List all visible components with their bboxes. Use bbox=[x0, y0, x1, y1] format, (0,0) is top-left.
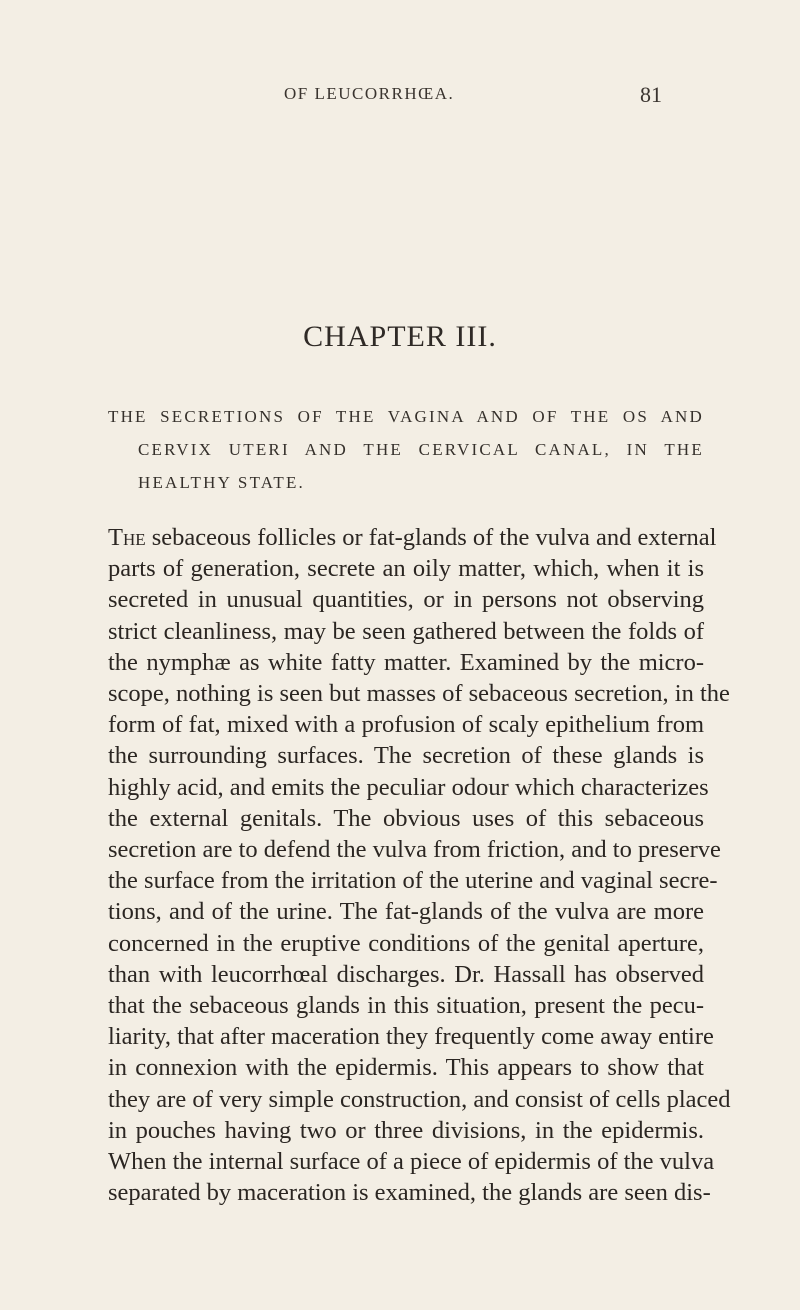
body-line: concerned in the eruptive conditions of the genital aperture, bbox=[108, 929, 704, 957]
body-line-text: sebaceous follicles or fat-glands of the vulva and external bbox=[145, 524, 717, 551]
subtitle-line: THE SECRETIONS OF THE VAGINA AND OF THE OS AND bbox=[108, 407, 704, 426]
chapter-subtitle bbox=[108, 400, 704, 499]
body-line: tions, and of the urine. The fat-glands of the vulva are more bbox=[108, 898, 704, 926]
subtitle-line: HEALTHY STATE. bbox=[138, 473, 306, 492]
running-title: OF LEUCORRHŒA. bbox=[284, 84, 455, 103]
body-line: liarity, that after maceration they frequently come away entire bbox=[108, 1023, 714, 1051]
body-line: highly acid, and emits the peculiar odour which characterizes bbox=[108, 773, 709, 801]
body-line: the nymphæ as white fatty matter. Examined by the micro- bbox=[108, 648, 704, 676]
body-line: secreted in unusual quantities, or in persons not observing bbox=[108, 586, 704, 614]
body-line: the surrounding surfaces. The secretion of these glands is bbox=[108, 742, 704, 770]
body-line: separated by maceration is examined, the glands are seen dis- bbox=[108, 1179, 711, 1207]
page-number: 81 bbox=[640, 82, 662, 107]
body-line: that the sebaceous glands in this situation, present the pecu- bbox=[108, 992, 704, 1020]
chapter-title: CHAPTER III. bbox=[303, 320, 497, 353]
opening-word: The bbox=[108, 524, 146, 551]
body-line: scope, nothing is seen but masses of sebaceous secretion, in the bbox=[108, 680, 730, 708]
body-line: in connexion with the epidermis. This appears to show that bbox=[108, 1054, 704, 1082]
body-line: parts of generation, secrete an oily matter, which, when it is bbox=[108, 555, 704, 583]
body-line: form of fat, mixed with a profusion of scaly epithelium from bbox=[108, 711, 704, 739]
body-line bbox=[108, 522, 717, 553]
subtitle-line: CERVIX UTERI AND THE CERVICAL CANAL, IN THE bbox=[138, 440, 704, 459]
body-paragraph bbox=[108, 522, 731, 1208]
body-line: the external genitals. The obvious uses of this sebaceous bbox=[108, 804, 704, 832]
body-line: than with leucorrhœal discharges. Dr. Hassall has observed bbox=[108, 960, 704, 988]
body-line: When the internal surface of a piece of epidermis of the vulva bbox=[108, 1148, 715, 1176]
body-line: strict cleanliness, may be seen gathered between the folds of bbox=[108, 617, 704, 645]
body-line: the surface from the irritation of the uterine and vaginal secre- bbox=[108, 867, 718, 895]
body-line: secretion are to defend the vulva from friction, and to preserve bbox=[108, 836, 721, 864]
running-head bbox=[0, 84, 800, 114]
body-line: in pouches having two or three divisions, in the epidermis. bbox=[108, 1116, 704, 1144]
body-line: they are of very simple construction, and consist of cells placed bbox=[108, 1085, 731, 1113]
